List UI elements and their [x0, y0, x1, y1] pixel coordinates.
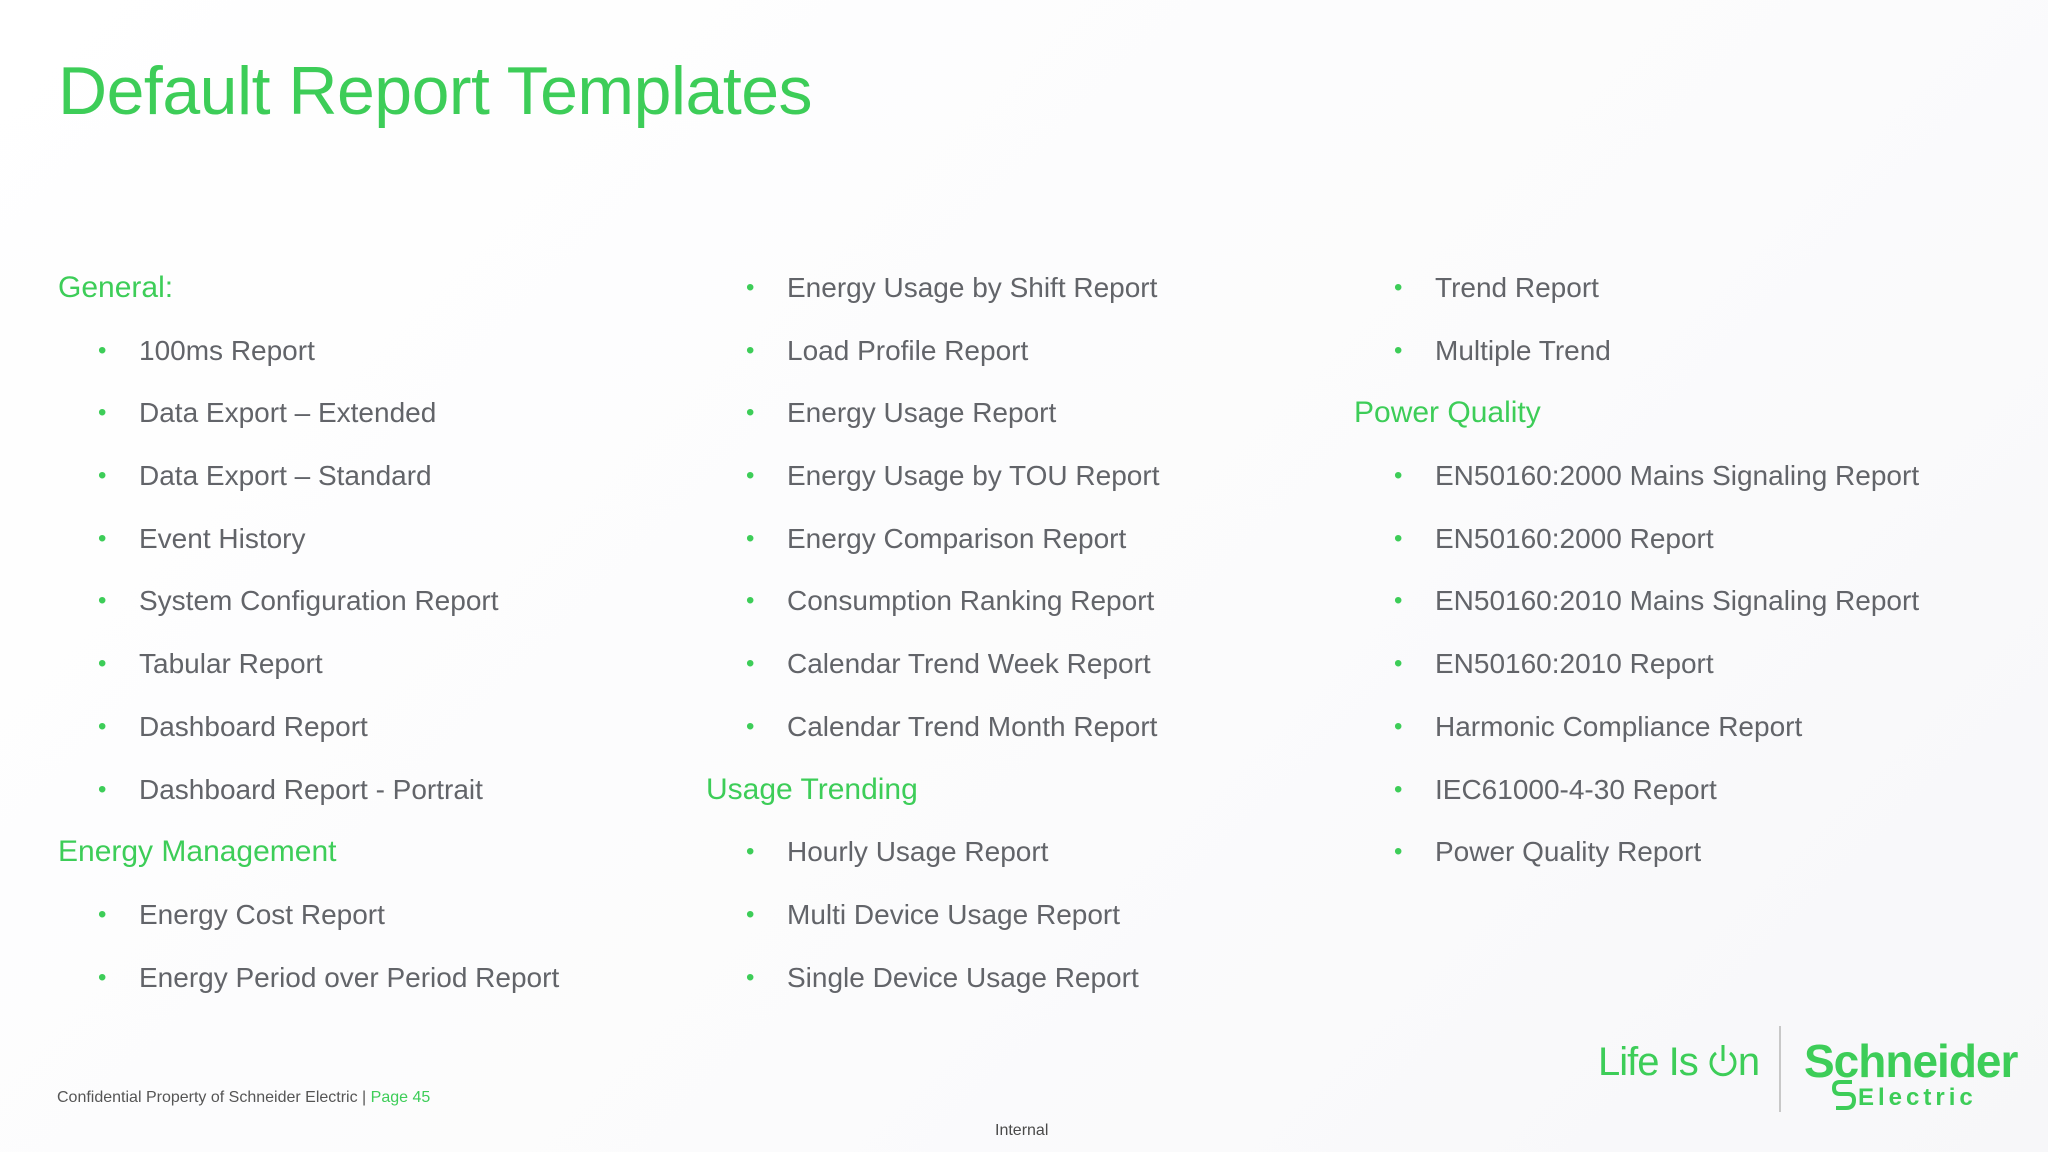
bullet-icon: •	[1394, 587, 1403, 615]
list-item	[706, 262, 1326, 325]
bullet-icon: •	[1394, 650, 1403, 678]
list-item	[58, 325, 678, 388]
bullet-icon: •	[1394, 712, 1403, 740]
bullet-icon: •	[1394, 462, 1403, 490]
list-item	[1354, 262, 2014, 325]
list-item	[1354, 325, 2014, 388]
list-item	[1354, 575, 2014, 638]
power-icon	[1708, 1043, 1738, 1089]
list-item-label: System Configuration Report	[139, 585, 499, 617]
list-item-label: Energy Cost Report	[139, 898, 385, 930]
bullet-icon: •	[98, 650, 107, 678]
list-item-label: Harmonic Compliance Report	[1435, 710, 1803, 742]
list-item-label: Energy Period over Period Report	[139, 961, 560, 993]
bullet-icon: •	[746, 274, 755, 301]
page-title: Default Report Templates	[58, 53, 813, 129]
list-item-label: Calendar Trend Week Report	[787, 648, 1151, 680]
classification-label: Internal	[995, 1122, 1049, 1139]
page-number: Page 45	[370, 1089, 431, 1106]
schneider-mark-icon	[1832, 1080, 1858, 1115]
list-item	[58, 952, 678, 1015]
list-item	[58, 513, 678, 576]
bullet-icon: •	[98, 524, 107, 552]
list-item	[706, 325, 1326, 388]
list-item-label: Trend Report	[1435, 272, 1599, 303]
list-item	[58, 450, 678, 513]
bullet-icon: •	[746, 462, 755, 490]
list-item-label: 100ms Report	[139, 334, 315, 366]
footer-confidential	[57, 1089, 430, 1107]
bullet-icon: •	[1394, 336, 1403, 364]
list-item-label: Load Profile Report	[787, 334, 1029, 366]
list-item-label: EN50160:2000 Mains Signaling Report	[1435, 460, 1920, 492]
bullet-icon: •	[98, 900, 107, 928]
list-item-label: Data Export – Extended	[139, 397, 437, 429]
brand-sub: Electric	[1858, 1084, 1977, 1111]
bullet-icon: •	[746, 524, 755, 552]
section-heading: Power Quality	[1354, 396, 1541, 430]
bullet-icon: •	[98, 462, 107, 490]
list-item	[58, 575, 678, 638]
list-item-label: Dashboard Report	[139, 710, 368, 742]
bullet-icon: •	[98, 336, 107, 364]
list-item	[1354, 764, 2014, 827]
bullet-icon: •	[98, 399, 107, 427]
list-item	[706, 638, 1326, 701]
bullet-icon: •	[746, 900, 755, 928]
list-item	[1354, 826, 2014, 889]
section-heading: General:	[58, 271, 174, 304]
list-item-label: Data Export – Standard	[139, 460, 432, 492]
column-1	[58, 262, 678, 1014]
list-item-label: EN50160:2010 Mains Signaling Report	[1435, 585, 1920, 617]
column-3	[1354, 262, 2014, 889]
bullet-icon: •	[98, 587, 107, 615]
list-item	[706, 450, 1326, 513]
list-item	[706, 575, 1326, 638]
column-2	[706, 262, 1326, 1014]
section-heading: Usage Trending	[706, 772, 918, 806]
bullet-icon: •	[1394, 524, 1403, 552]
list-item	[706, 826, 1326, 889]
list-item-label: Multiple Trend	[1435, 334, 1611, 366]
list-item	[58, 638, 678, 701]
list-item	[706, 952, 1326, 1015]
list-item-label: Power Quality Report	[1435, 836, 1702, 868]
list-item-label: Event History	[139, 522, 306, 554]
bullet-icon: •	[746, 650, 755, 678]
list-item-label: Single Device Usage Report	[787, 961, 1139, 993]
bullet-icon: •	[98, 712, 107, 740]
bullet-icon: •	[98, 963, 107, 991]
list-item-label: Multi Device Usage Report	[787, 898, 1121, 930]
list-item-label: EN50160:2000 Report	[1435, 522, 1714, 554]
list-item-label: Energy Usage by TOU Report	[787, 460, 1160, 492]
list-item	[58, 387, 678, 450]
bullet-icon: •	[746, 838, 755, 866]
logo-divider	[1779, 1026, 1781, 1112]
confidential-label: Confidential Property of Schneider Electric |	[57, 1089, 371, 1106]
list-item	[58, 764, 678, 827]
bullet-icon: •	[1394, 274, 1403, 301]
list-item-label: Hourly Usage Report	[787, 836, 1049, 868]
list-item	[58, 889, 678, 952]
bullet-icon: •	[746, 712, 755, 740]
list-item	[1354, 638, 2014, 701]
list-item	[706, 701, 1326, 764]
brand-name: Schneider	[1804, 1035, 2018, 1087]
list-item-label: IEC61000-4-30 Report	[1435, 773, 1717, 805]
list-item	[1354, 513, 2014, 576]
list-item-label: Tabular Report	[139, 648, 323, 680]
list-item	[706, 513, 1326, 576]
list-item-label: EN50160:2010 Report	[1435, 648, 1714, 680]
list-item-label: Energy Usage Report	[787, 397, 1057, 429]
bullet-icon: •	[746, 336, 755, 364]
list-item	[58, 701, 678, 764]
list-item	[1354, 701, 2014, 764]
list-item-label: Energy Comparison Report	[787, 522, 1127, 554]
section-heading: Energy Management	[58, 835, 337, 869]
bullet-icon: •	[1394, 775, 1403, 803]
bullet-icon: •	[746, 963, 755, 991]
tagline-prefix: Life Is	[1598, 1040, 1708, 1084]
list-item	[706, 387, 1326, 450]
list-item-label: Calendar Trend Month Report	[787, 710, 1158, 742]
bullet-icon: •	[746, 587, 755, 615]
life-is-on-logo	[1598, 1040, 1759, 1089]
tagline-suffix: n	[1737, 1040, 1760, 1084]
bullet-icon: •	[98, 775, 107, 803]
bullet-icon: •	[1394, 838, 1403, 866]
list-item-label: Energy Usage by Shift Report	[787, 272, 1158, 303]
list-item	[1354, 450, 2014, 513]
bullet-icon: •	[746, 399, 755, 427]
list-item-label: Consumption Ranking Report	[787, 585, 1155, 617]
list-item	[706, 889, 1326, 952]
list-item-label: Dashboard Report - Portrait	[139, 773, 483, 805]
